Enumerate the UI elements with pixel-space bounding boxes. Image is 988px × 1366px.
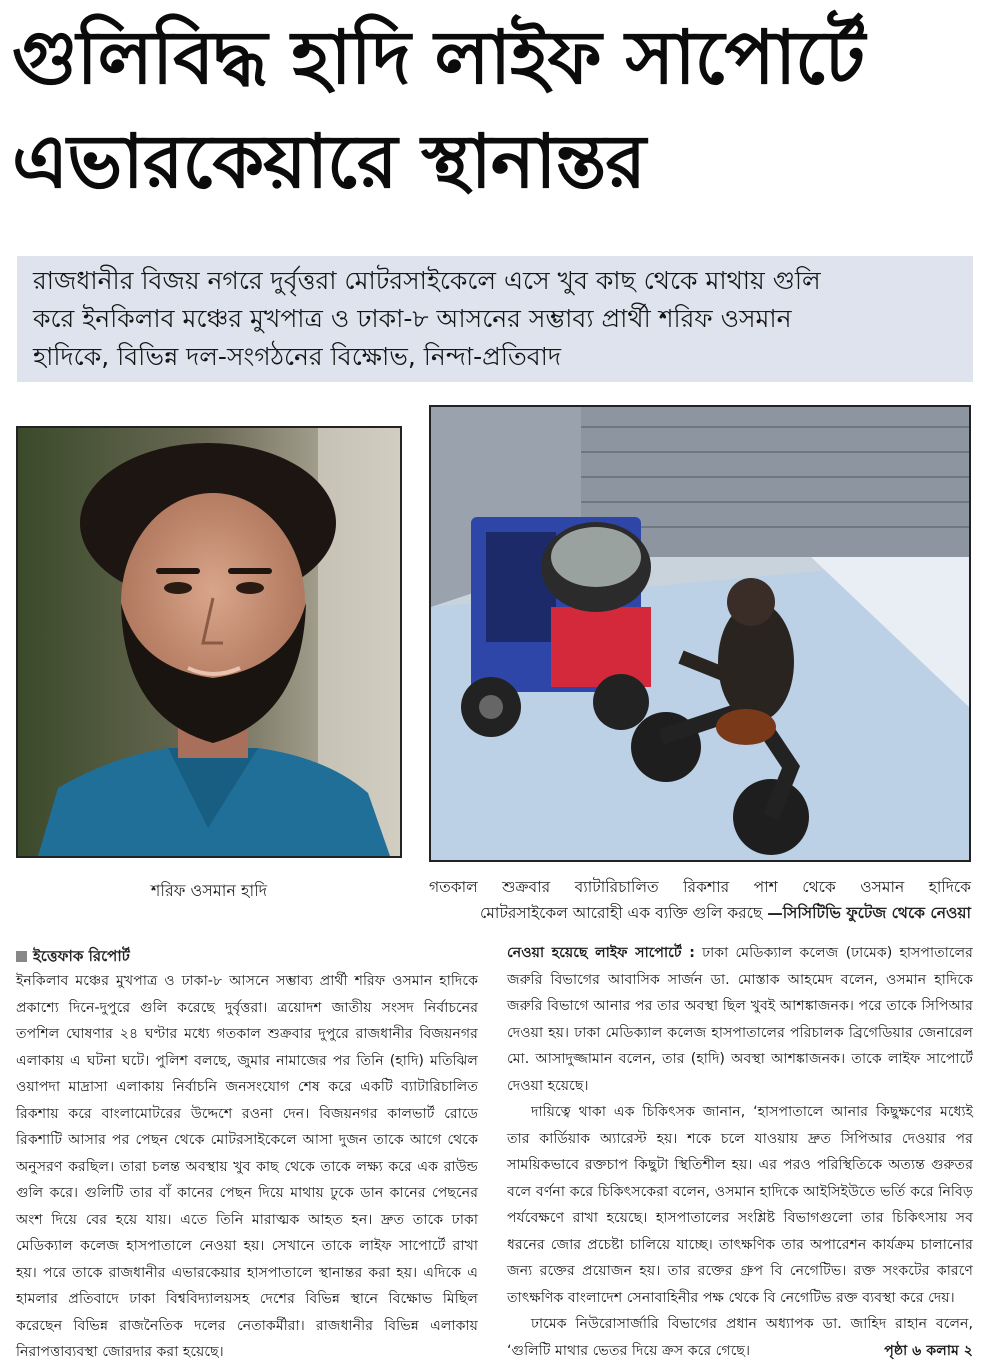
- portrait-caption: শরিফ ওসমান হাদি: [150, 881, 268, 900]
- summary-line-3: হাদিকে, বিভিন্ন দল-সংগঠনের বিক্ষোভ, নিন্দা-প্রতিবাদ: [33, 342, 562, 371]
- cctv-caption: [429, 874, 971, 926]
- cctv-photo: [429, 405, 971, 862]
- right-paragraph-3: [507, 1311, 973, 1364]
- headline-line-2: এভারকেয়ারে স্থানান্তর: [12, 119, 646, 205]
- right-paragraph-1-text: ঢাকা মেডিক্যাল কলেজ (ঢামেক) হাসপাতালের জরুরি বিভাগের আবাসিক সার্জন ডা. মোস্তাক আহমেদ বলেন, ওসমান হাদিকে জরুরি বিভাগে আনার পর তার অবস্থা ছিল খুবই আশঙ্কাজনক। পরে তাকে সিপিআর দেওয়া হয়। ঢাকা মেডিক্যাল কলেজ হাসপাতালের পরিচালক ব্রিগেডিয়ার জেনারেল মো. আসাদুজ্জামান বলেন, তার (হাদি) অবস্থা আশঙ্কাজনক। তাকে লাইফ সাপোর্টে দেওয়া হয়েছে।: [507, 945, 973, 1094]
- summary-box: [17, 256, 973, 382]
- cctv-scene-illustration: [431, 407, 969, 860]
- cctv-caption-text: মোটরসাইকেল আরোহী এক ব্যক্তি গুলি করছে: [480, 904, 763, 922]
- headline-line-1: গুলিবিদ্ধ হাদি লাইফ সাপোর্টে: [12, 15, 865, 101]
- right-paragraph-2: দায়িত্বে থাকা এক চিকিৎসক জানান, ‘হাসপাতালে আনার কিছুক্ষণের মধ্যেই তার কার্ডিয়াক অ্যারেস্ট হয়। শকে চলে যাওয়ায় দ্রুত সিপিআর দেওয়ার পর সাময়িকভাবে রক্তচাপ কিছুটা স্থিতিশীল হয়। এর পরও পরিস্থিতিকে অত্যন্ত গুরুতর বলে বর্ণনা করে চিকিৎসকেরা বলেন, ওসমান হাদিকে আইসিইউতে ভর্তি করে নিবিড় পর্যবেক্ষণে রাখা হয়েছে। হাসপাতালের সংশ্লিষ্ট বিভাগগুলো তার চিকিৎসায় সব ধরনের জোর প্রচেষ্টা চালিয়ে যাচ্ছে। তাৎক্ষণিক তার অপারেশন কার্যক্রম চালানোর জন্য রক্তের প্রয়োজন হয়। তার রক্তের গ্রুপ বি নেগেটিভ। রক্ত সংকটের কারণে তাৎক্ষণিক বাংলাদেশ সেনাবাহিনীর পক্ষ থেকে বি নেগেটিভ রক্ত ব্যবস্থা করে দেয়।: [507, 1104, 973, 1306]
- headline: [12, 6, 978, 214]
- photo-credit: —সিসিটিভি ফুটেজ থেকে নেওয়া: [767, 904, 971, 922]
- summary-line-1: রাজধানীর বিজয় নগরে দুর্বৃত্তরা মোটরসাইকেলে এসে খুব কাছ থেকে মাথায় গুলি: [33, 266, 821, 295]
- continued-jump-link[interactable]: পৃষ্ঠা ৬ কলাম ২: [884, 1342, 973, 1359]
- byline-square-icon: [16, 951, 27, 962]
- subhead-lead: নেওয়া হয়েছে লাইফ সাপোর্টে :: [507, 945, 695, 961]
- right-paragraph-1: [507, 940, 973, 1099]
- article-left-column: [16, 968, 478, 1366]
- article-right-column: [507, 940, 973, 1364]
- cctv-caption-line-1: গতকাল শুক্রবার ব্যাটারিচালিত রিকশার পাশ থেকে ওসমান হাদিকে: [429, 878, 971, 896]
- byline: [16, 945, 130, 970]
- portrait-illustration: [18, 428, 400, 856]
- byline-text: ইত্তেফাক রিপোর্ট: [33, 947, 130, 965]
- left-paragraph: ইনকিলাব মঞ্চের মুখপাত্র ও ঢাকা-৮ আসনে সম্ভাব্য প্রার্থী শরিফ ওসমান হাদিকে প্রকাশ্যে দিনে-দুপুরে গুলি করেছে দুর্বৃত্তরা। ত্রয়োদশ জাতীয় সংসদ নির্বাচনের তপশিল ঘোষণার ২৪ ঘণ্টার মধ্যে গতকাল শুক্রবার দুপুরে রাজধানীর বিজয়নগর এলাকায় এ ঘটনা ঘটে। পুলিশ বলছে, জুমার নামাজের পর তিনি (হাদি) মতিঝিল ওয়াপদা মাদ্রাসা এলাকায় নির্বাচনি জনসংযোগ শেষ করে একটি ব্যাটারিচালিত রিকশায় করে বাংলামোটরের উদ্দেশে রওনা দেন। বিজয়নগর কালভার্ট রোডে রিকশাটি আসার পর পেছন থেকে মোটরসাইকেলে আসা দুজন তাকে আগে থেকে অনুসরণ করছিল। তারা চলন্ত অবস্থায় খুব কাছ থেকে তাকে লক্ষ্য করে এক রাউন্ড গুলি করে। গুলিটি তার বাঁ কানের পেছন দিয়ে মাথায় ঢুকে ডান কানের পেছনের অংশ দিয়ে বের হয়ে যায়। এতে তিনি মারাত্মক আহত হন। দ্রুত তাকে ঢাকা মেডিক্যাল কলেজ হাসপাতালে নেওয়া হয়। সেখানে তাকে লাইফ সাপোর্টে রাখা হয়। পরে তাকে রাজধানীর এভারকেয়ার হাসপাতালে স্থানান্তর করা হয়। এদিকে এ হামলার প্রতিবাদে ঢাকা বিশ্ববিদ্যালয়সহ দেশের বিভিন্ন স্থানে বিক্ষোভ মিছিল করেছেন বিভিন্ন রাজনৈতিক দলের নেতাকর্মীরা। রাজধানীর বিভিন্ন এলাকায় নিরাপত্তাব্যবস্থা জোরদার করা হয়েছে।: [16, 973, 478, 1360]
- cctv-caption-line-2: [429, 900, 971, 926]
- summary-line-2: করে ইনকিলাব মঞ্চের মুখপাত্র ও ঢাকা-৮ আসনের সম্ভাব্য প্রার্থী শরিফ ওসমান: [33, 304, 792, 333]
- right-paragraph-3-text: ঢামেক নিউরোসার্জারি বিভাগের প্রধান অধ্যাপক ডা. জাহিদ রাহান বলেন, ‘গুলিটি মাথার ভেতর দিয়ে ক্রস করে গেছে।: [507, 1316, 973, 1359]
- portrait-photo: [16, 426, 402, 858]
